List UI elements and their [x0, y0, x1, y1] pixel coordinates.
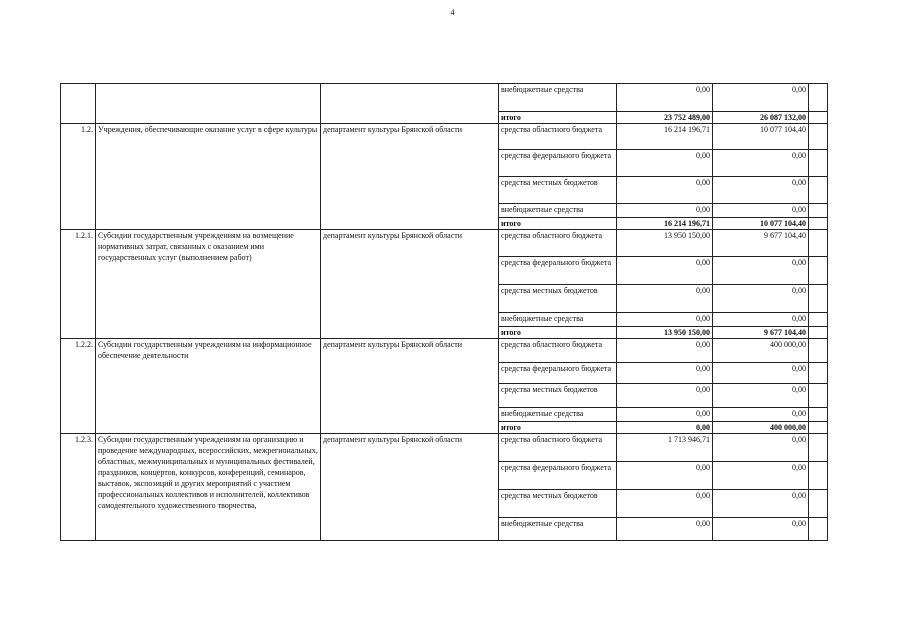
item-number: 1.2.2.: [61, 339, 96, 434]
table-row: [61, 339, 828, 363]
item-executor: департамент культуры Брянской области: [321, 124, 499, 230]
item-number: 1.2.3.: [61, 434, 96, 541]
source-label: средства областного бюджета: [499, 124, 617, 150]
amount-cell: 10 077 104,40: [713, 124, 809, 150]
amount-cell: 10 077 104,40: [713, 218, 809, 230]
source-label: внебюджетные средства: [499, 518, 617, 541]
amount-cell: 13 950 150,00: [617, 327, 713, 339]
item-executor: департамент культуры Брянской области: [321, 339, 499, 434]
source-label: внебюджетные средства: [499, 84, 617, 112]
amount-cell: 0,00: [713, 462, 809, 490]
item-name: Субсидии государственным учреждениям на возмещение нормативных затрат, связанных с оказанием ими государственных услуг (выполнением работ): [96, 230, 321, 339]
source-label: средства федерального бюджета: [499, 462, 617, 490]
source-label: средства местных бюджетов: [499, 384, 617, 408]
source-label: итого: [499, 327, 617, 339]
source-label: средства местных бюджетов: [499, 177, 617, 204]
amount-cell: 0,00: [617, 462, 713, 490]
amount-cell: 0,00: [713, 408, 809, 422]
amount-cell: 0,00: [617, 204, 713, 218]
amount-cell: 9 677 104,40: [713, 230, 809, 257]
amount-cell: 400 000,00: [713, 422, 809, 434]
source-label: внебюджетные средства: [499, 408, 617, 422]
amount-cell: 0,00: [617, 339, 713, 363]
source-label: средства местных бюджетов: [499, 490, 617, 518]
table-row: [61, 124, 828, 150]
amount-cell: 400 000,00: [713, 339, 809, 363]
amount-cell: 26 087 132,00: [713, 112, 809, 124]
source-label: итого: [499, 422, 617, 434]
amount-cell: 0,00: [713, 518, 809, 541]
source-label: итого: [499, 112, 617, 124]
amount-cell: 0,00: [713, 204, 809, 218]
item-number: 1.2.1.: [61, 230, 96, 339]
amount-cell: 0,00: [617, 422, 713, 434]
amount-cell: 0,00: [617, 150, 713, 177]
amount-cell: 0,00: [617, 518, 713, 541]
amount-cell: 0,00: [617, 313, 713, 327]
amount-cell: 0,00: [713, 363, 809, 384]
source-label: средства федерального бюджета: [499, 257, 617, 285]
amount-cell: 0,00: [713, 285, 809, 313]
amount-cell: 0,00: [617, 384, 713, 408]
source-label: итого: [499, 218, 617, 230]
amount-cell: 0,00: [617, 84, 713, 112]
amount-cell: 0,00: [713, 257, 809, 285]
item-name: Учреждения, обеспечивающие оказание услуг в сфере культуры: [96, 124, 321, 230]
source-label: средства областного бюджета: [499, 339, 617, 363]
amount-cell: 0,00: [713, 434, 809, 462]
item-name: Субсидии государственным учреждениям на информационное обеспечение деятельности: [96, 339, 321, 434]
amount-cell: 0,00: [713, 384, 809, 408]
source-label: средства федерального бюджета: [499, 150, 617, 177]
table-row: [61, 230, 828, 257]
amount-cell: 0,00: [713, 490, 809, 518]
amount-cell: 1 713 946,71: [617, 434, 713, 462]
amount-cell: 0,00: [713, 150, 809, 177]
item-executor: департамент культуры Брянской области: [321, 230, 499, 339]
item-executor: департамент культуры Брянской области: [321, 434, 499, 541]
item-name: Субсидии государственным учреждениям на организацию и проведение международных, всероссийских, межрегиональных, областных, межмуниципальных и муниципальных фестивалей, праздников, концертов, конкурсов, конференций, семинаров, выставок, экспозиций и других мероприятий с участием профессиональных коллективов и исполнителей, коллективов самодеятельного художественного творчества,: [96, 434, 321, 541]
source-label: средства федерального бюджета: [499, 363, 617, 384]
source-label: внебюджетные средства: [499, 313, 617, 327]
item-number: 1.2.: [61, 124, 96, 230]
budget-table: [60, 83, 828, 541]
amount-cell: 16 214 196,71: [617, 124, 713, 150]
amount-cell: 13 950 150,00: [617, 230, 713, 257]
amount-cell: 0,00: [617, 177, 713, 204]
carry-row-offbudget: [61, 84, 828, 112]
amount-cell: 0,00: [713, 177, 809, 204]
source-label: внебюджетные средства: [499, 204, 617, 218]
amount-cell: 23 752 489,00: [617, 112, 713, 124]
amount-cell: 0,00: [617, 285, 713, 313]
amount-cell: 0,00: [617, 490, 713, 518]
amount-cell: 0,00: [617, 408, 713, 422]
amount-cell: 0,00: [617, 257, 713, 285]
amount-cell: 0,00: [713, 84, 809, 112]
amount-cell: 9 677 104,40: [713, 327, 809, 339]
amount-cell: 0,00: [713, 313, 809, 327]
amount-cell: 16 214 196,71: [617, 218, 713, 230]
source-label: средства областного бюджета: [499, 434, 617, 462]
source-label: средства областного бюджета: [499, 230, 617, 257]
table-row: [61, 434, 828, 462]
source-label: средства местных бюджетов: [499, 285, 617, 313]
page-number: 4: [450, 8, 455, 17]
amount-cell: 0,00: [617, 363, 713, 384]
